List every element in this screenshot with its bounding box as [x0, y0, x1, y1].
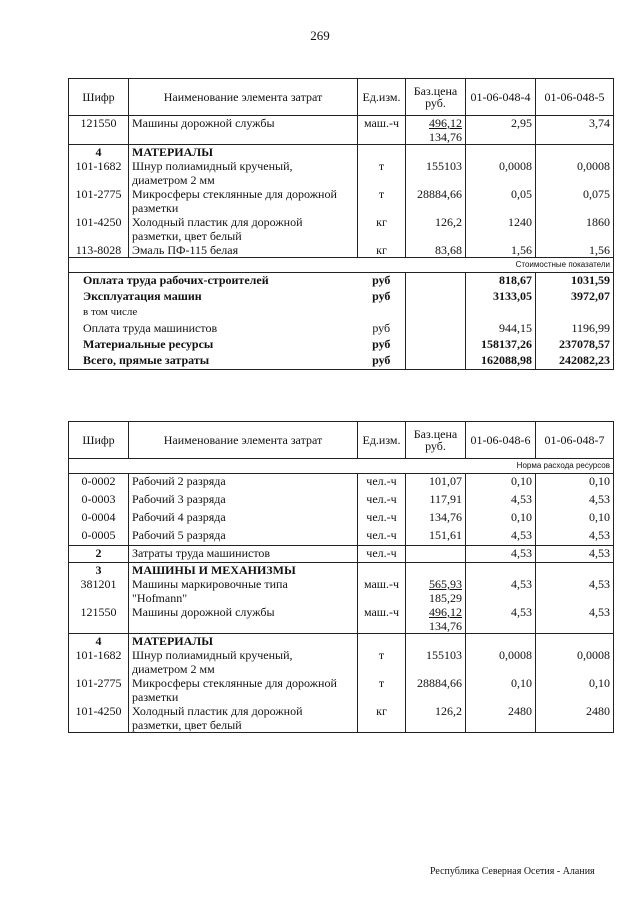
summary-label: Материальные ресурсы — [69, 337, 358, 353]
table-row — [69, 159, 614, 187]
summary-value: 237078,57 — [536, 337, 614, 353]
cell-value: 1860 — [536, 215, 614, 243]
summary-row — [69, 353, 614, 370]
cell-unit: кг — [358, 243, 406, 258]
table-row — [69, 474, 614, 492]
cell-value: 0,075 — [536, 187, 614, 215]
cell-name — [129, 676, 358, 704]
machinists-row — [69, 546, 614, 563]
summary-value: 3133,05 — [466, 289, 536, 305]
cell-code: 0-0005 — [69, 528, 129, 546]
summary-value: 1031,59 — [536, 273, 614, 290]
cell-value: 0,10 — [466, 510, 536, 528]
cell-value: 1,56 — [536, 243, 614, 258]
cell-name — [129, 159, 358, 187]
price-wage: 185,29 — [429, 591, 462, 605]
cell-price: 126,2 — [406, 704, 466, 733]
section-title: МАТЕРИАЛЫ — [129, 634, 358, 649]
cell-code: 101-4250 — [69, 215, 129, 243]
cell-unit: кг — [358, 215, 406, 243]
summary-row — [69, 305, 614, 321]
cell-name: Затраты труда машинистов — [129, 546, 358, 563]
cell-price: 83,68 — [406, 243, 466, 258]
table-row — [69, 704, 614, 733]
summary-value: 1196,99 — [536, 321, 614, 337]
name-line: диаметром 2 мм — [132, 662, 215, 676]
cell-value: 0,0008 — [466, 648, 536, 676]
cell-value: 2480 — [466, 704, 536, 733]
name-line: Машины маркировочные типа — [132, 577, 288, 591]
table-row — [69, 648, 614, 676]
header-unit: Ед.изм. — [358, 422, 406, 459]
name-line: Шнур полиамидный крученый, — [132, 648, 293, 662]
cell-value: 0,0008 — [466, 159, 536, 187]
name-line: Холодный пластик для дорожной — [132, 215, 303, 229]
summary-row — [69, 273, 614, 290]
cell-name: Эмаль ПФ-115 белая — [129, 243, 358, 258]
norm-label: Норма расхода ресурсов — [69, 459, 614, 474]
price-wage: 134,76 — [429, 130, 462, 144]
section-code: 4 — [69, 634, 129, 649]
cell-value: 4,53 — [466, 492, 536, 510]
header-code: Шифр — [69, 422, 129, 459]
summary-value: 242082,23 — [536, 353, 614, 370]
summary-label: Оплата труда машинистов — [69, 321, 358, 337]
cell-value: 4,53 — [466, 605, 536, 634]
cell-code: 101-2775 — [69, 676, 129, 704]
table-row — [69, 243, 614, 258]
cost-indicators-label: Стоимостные показатели — [69, 258, 614, 273]
section-row-machines — [69, 563, 614, 578]
name-line: разметки — [132, 690, 179, 704]
price-wage: 134,76 — [429, 619, 462, 633]
section-row-materials — [69, 145, 614, 160]
cell-code: 121550 — [69, 605, 129, 634]
cell-name: Рабочий 2 разряда — [129, 474, 358, 492]
header-price: Баз.цена руб. — [406, 422, 466, 459]
cell-code: 101-1682 — [69, 648, 129, 676]
summary-label: в том числе — [69, 305, 358, 321]
cell-unit: чел.-ч — [358, 474, 406, 492]
cell-unit: чел.-ч — [358, 528, 406, 546]
cell-name — [129, 648, 358, 676]
table-row — [69, 187, 614, 215]
cell-value: 4,53 — [536, 492, 614, 510]
cell-value: 4,53 — [536, 605, 614, 634]
cell-name: Машины дорожной службы — [129, 605, 358, 634]
cell-unit: т — [358, 187, 406, 215]
name-line: разметки — [132, 201, 179, 215]
cell-unit: кг — [358, 704, 406, 733]
cell-name — [129, 187, 358, 215]
section-row-materials — [69, 634, 614, 649]
cell-price: 126,2 — [406, 215, 466, 243]
cell-name: Рабочий 4 разряда — [129, 510, 358, 528]
cell-code: 101-2775 — [69, 187, 129, 215]
cell-value: 4,53 — [466, 577, 536, 605]
name-line: Шнур полиамидный крученый, — [132, 159, 293, 173]
cell-unit: маш.-ч — [358, 605, 406, 634]
header-name: Наименование элемента затрат — [129, 422, 358, 459]
section-code: 3 — [69, 563, 129, 578]
section-title: МАШИНЫ И МЕХАНИЗМЫ — [129, 563, 358, 578]
cell-code: 121550 — [69, 116, 129, 145]
summary-unit: руб — [358, 337, 406, 353]
cell-name: Рабочий 5 разряда — [129, 528, 358, 546]
cell-unit: т — [358, 648, 406, 676]
cell-name: Машины дорожной службы — [129, 116, 358, 145]
summary-unit: руб — [358, 289, 406, 305]
table-row — [69, 215, 614, 243]
cell-code: 381201 — [69, 577, 129, 605]
header-unit: Ед.изм. — [358, 79, 406, 116]
cell-price: 28884,66 — [406, 676, 466, 704]
cell-name — [129, 704, 358, 733]
summary-label: Эксплуатация машин — [69, 289, 358, 305]
cell-code: 0-0004 — [69, 510, 129, 528]
name-line: Микросферы стеклянные для дорожной — [132, 187, 337, 201]
resource-table-2 — [68, 421, 614, 733]
cell-price: 134,76 — [406, 510, 466, 528]
header-name: Наименование элемента затрат — [129, 79, 358, 116]
name-line: диаметром 2 мм — [132, 173, 215, 187]
cell-value: 0,05 — [466, 187, 536, 215]
header-col5: 01-06-048-4 — [466, 79, 536, 116]
cell-price — [406, 116, 466, 145]
cell-value: 0,0008 — [536, 159, 614, 187]
norm-row — [69, 459, 614, 474]
cell-name: Рабочий 3 разряда — [129, 492, 358, 510]
table-row — [69, 676, 614, 704]
price-total: 496,12 — [429, 116, 462, 130]
cell-price: 101,07 — [406, 474, 466, 492]
header-price: Баз.цена руб. — [406, 79, 466, 116]
cell-value: 3,74 — [536, 116, 614, 145]
header-code: Шифр — [69, 79, 129, 116]
table-header-row — [69, 79, 614, 116]
cell-unit: чел.-ч — [358, 492, 406, 510]
cell-code: 113-8028 — [69, 243, 129, 258]
page-number: 269 — [310, 28, 330, 43]
cell-value: 0,10 — [536, 474, 614, 492]
summary-value: 944,15 — [466, 321, 536, 337]
cell-value: 2,95 — [466, 116, 536, 145]
cell-unit: чел.-ч — [358, 546, 406, 563]
summary-value: 3972,07 — [536, 289, 614, 305]
cell-value: 0,10 — [536, 676, 614, 704]
cell-price: 151,61 — [406, 528, 466, 546]
header-col6: 01-06-048-5 — [536, 79, 614, 116]
summary-row — [69, 321, 614, 337]
table-row — [69, 528, 614, 546]
cell-value: 4,53 — [536, 528, 614, 546]
cell-value: 0,10 — [466, 676, 536, 704]
cell-unit: т — [358, 159, 406, 187]
cell-unit: чел.-ч — [358, 510, 406, 528]
cell-price: 155103 — [406, 648, 466, 676]
cell-value: 0,10 — [536, 510, 614, 528]
cell-price: 117,91 — [406, 492, 466, 510]
cell-code: 101-4250 — [69, 704, 129, 733]
cell-price — [406, 605, 466, 634]
cell-price — [406, 577, 466, 605]
table-row — [69, 510, 614, 528]
cell-value: 4,53 — [536, 577, 614, 605]
table-row — [69, 605, 614, 634]
cell-value: 4,53 — [536, 546, 614, 563]
section-code: 4 — [69, 145, 129, 160]
cell-name — [129, 215, 358, 243]
cost-indicators-row — [69, 258, 614, 273]
summary-unit: руб — [358, 321, 406, 337]
cell-unit: т — [358, 676, 406, 704]
cell-value: 1240 — [466, 215, 536, 243]
name-line: разметки, цвет белый — [132, 718, 242, 732]
table-row — [69, 116, 614, 145]
cell-value: 2480 — [536, 704, 614, 733]
cell-code: 0-0002 — [69, 474, 129, 492]
summary-unit: руб — [358, 353, 406, 370]
section-title: МАТЕРИАЛЫ — [129, 145, 358, 160]
price-total: 565,93 — [429, 577, 462, 591]
cell-name — [129, 577, 358, 605]
name-line: разметки, цвет белый — [132, 229, 242, 243]
table-header-row — [69, 422, 614, 459]
cell-value: 0,0008 — [536, 648, 614, 676]
summary-unit: руб — [358, 273, 406, 290]
name-line: "Hofmann" — [132, 591, 188, 605]
cell-unit: маш.-ч — [358, 116, 406, 145]
cell-code: 101-1682 — [69, 159, 129, 187]
cell-value: 0,10 — [466, 474, 536, 492]
summary-label: Оплата труда рабочих-строителей — [69, 273, 358, 290]
cell-code: 0-0003 — [69, 492, 129, 510]
cell-price: 155103 — [406, 159, 466, 187]
footer-region: Республика Северная Осетия - Алания — [430, 866, 595, 877]
summary-value: 162088,98 — [466, 353, 536, 370]
header-col6: 01-06-048-7 — [536, 422, 614, 459]
summary-value: 818,67 — [466, 273, 536, 290]
cell-unit: маш.-ч — [358, 577, 406, 605]
header-col5: 01-06-048-6 — [466, 422, 536, 459]
resource-table-1 — [68, 78, 614, 370]
cell-value: 4,53 — [466, 546, 536, 563]
table-row — [69, 492, 614, 510]
cell-value: 1,56 — [466, 243, 536, 258]
summary-row — [69, 337, 614, 353]
price-total: 496,12 — [429, 605, 462, 619]
table-row — [69, 577, 614, 605]
cell-code: 2 — [69, 546, 129, 563]
name-line: Микросферы стеклянные для дорожной — [132, 676, 337, 690]
summary-value: 158137,26 — [466, 337, 536, 353]
cell-price: 28884,66 — [406, 187, 466, 215]
name-line: Холодный пластик для дорожной — [132, 704, 303, 718]
cell-value: 4,53 — [466, 528, 536, 546]
summary-row — [69, 289, 614, 305]
summary-label: Всего, прямые затраты — [69, 353, 358, 370]
